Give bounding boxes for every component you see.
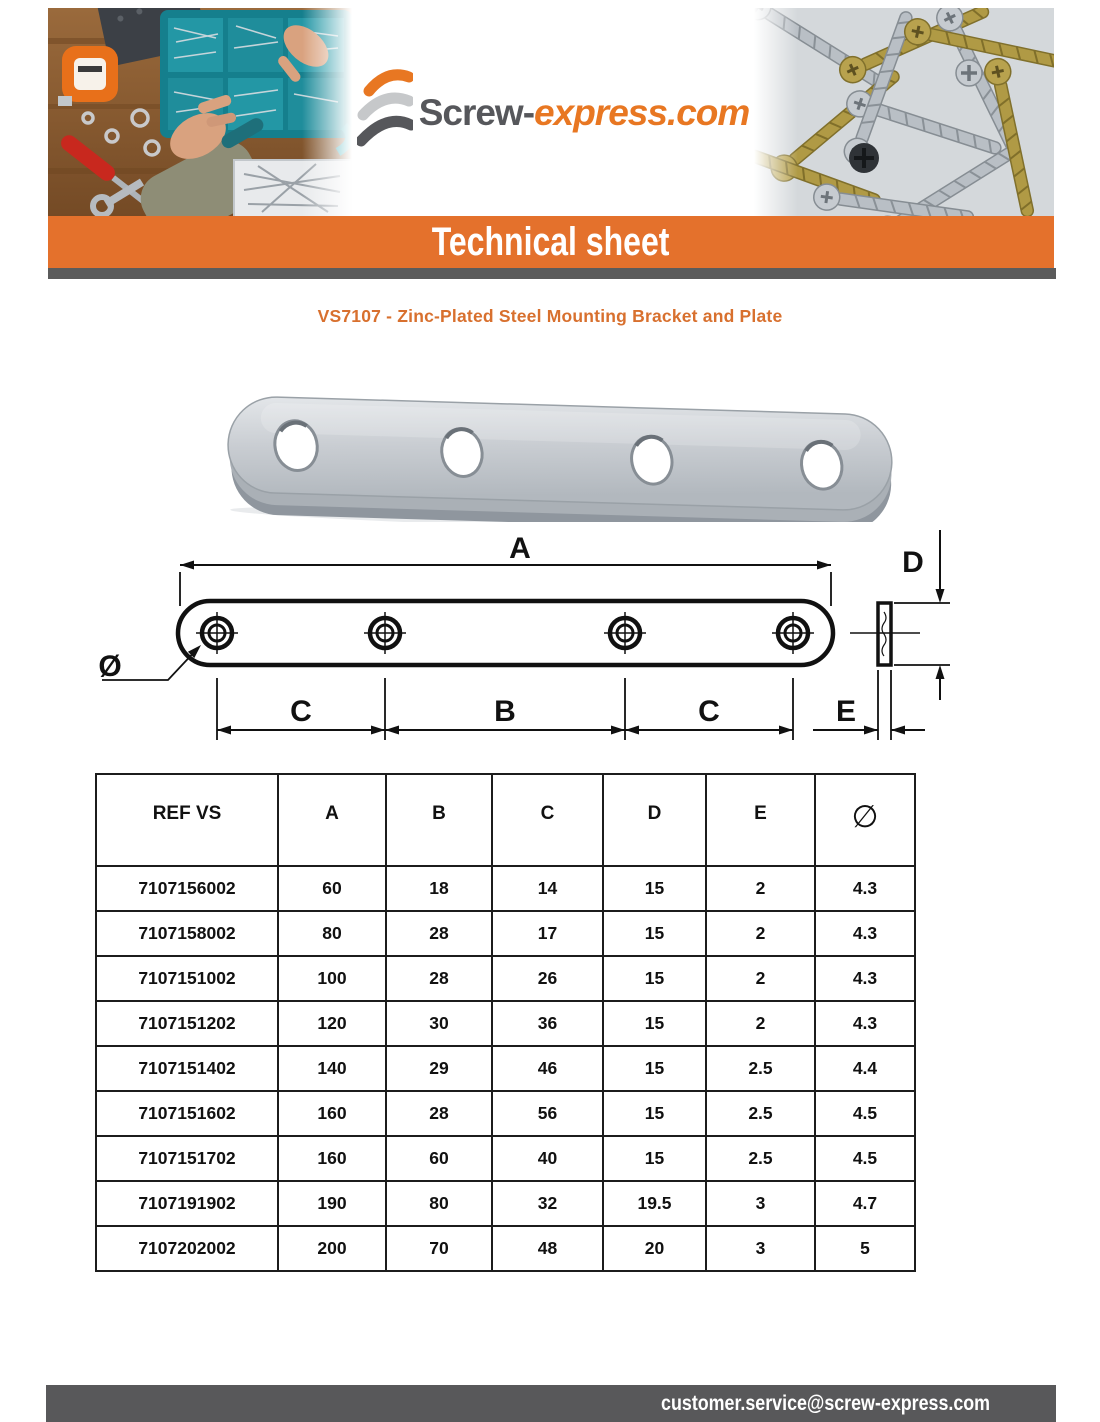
spec-table-header bbox=[96, 774, 915, 866]
product-photo bbox=[200, 372, 920, 522]
value-cell: 40 bbox=[492, 1136, 603, 1181]
value-cell: 48 bbox=[492, 1226, 603, 1271]
dim-label-d: D bbox=[902, 546, 924, 579]
value-cell: 20 bbox=[603, 1226, 706, 1271]
table-row bbox=[96, 1181, 915, 1226]
logo-swoosh-icon bbox=[357, 65, 413, 161]
dim-label-diameter: Ø bbox=[98, 650, 122, 683]
value-cell: 2 bbox=[706, 866, 815, 911]
logo bbox=[352, 8, 754, 218]
page-title: VS7107 - Zinc-Plated Steel Mounting Bracket and Plate bbox=[317, 306, 783, 326]
screws-photo bbox=[754, 8, 1054, 218]
column-header-e: E bbox=[706, 774, 815, 866]
header bbox=[48, 8, 1054, 218]
value-cell: 5 bbox=[815, 1226, 915, 1271]
ref-cell: 7107158002 bbox=[96, 911, 278, 956]
value-cell: 28 bbox=[386, 1091, 492, 1136]
value-cell: 15 bbox=[603, 866, 706, 911]
footer-email: customer.service@screw-express.com bbox=[661, 1391, 990, 1415]
table-row bbox=[96, 1226, 915, 1271]
technical-drawing bbox=[80, 528, 970, 763]
value-cell: 2.5 bbox=[706, 1046, 815, 1091]
table-row bbox=[96, 866, 915, 911]
dim-label-a: A bbox=[509, 532, 531, 565]
value-cell: 2 bbox=[706, 1001, 815, 1046]
logo-text bbox=[419, 92, 750, 134]
tape-measure bbox=[58, 46, 118, 106]
value-cell: 100 bbox=[278, 956, 386, 1001]
banner-title: Technical sheet bbox=[432, 219, 670, 264]
column-header-d: D bbox=[603, 774, 706, 866]
value-cell: 60 bbox=[386, 1136, 492, 1181]
ref-cell: 7107156002 bbox=[96, 866, 278, 911]
table-row bbox=[96, 1001, 915, 1046]
value-cell: 28 bbox=[386, 911, 492, 956]
ref-cell: 7107151702 bbox=[96, 1136, 278, 1181]
value-cell: 3 bbox=[706, 1226, 815, 1271]
value-cell: 15 bbox=[603, 956, 706, 1001]
value-cell: 4.4 bbox=[815, 1046, 915, 1091]
value-cell: 36 bbox=[492, 1001, 603, 1046]
logo-text-suffix: express.com bbox=[534, 92, 750, 133]
value-cell: 15 bbox=[603, 1091, 706, 1136]
value-cell: 80 bbox=[278, 911, 386, 956]
value-cell: 14 bbox=[492, 866, 603, 911]
value-cell: 200 bbox=[278, 1226, 386, 1271]
value-cell: 80 bbox=[386, 1181, 492, 1226]
value-cell: 4.3 bbox=[815, 911, 915, 956]
value-cell: 120 bbox=[278, 1001, 386, 1046]
ref-cell: 7107151002 bbox=[96, 956, 278, 1001]
table-row bbox=[96, 911, 915, 956]
table-row bbox=[96, 1136, 915, 1181]
value-cell: 18 bbox=[386, 866, 492, 911]
dim-label-b: B bbox=[494, 695, 516, 728]
value-cell: 2 bbox=[706, 911, 815, 956]
value-cell: 4.3 bbox=[815, 956, 915, 1001]
value-cell: 160 bbox=[278, 1091, 386, 1136]
divider-strip bbox=[48, 268, 1056, 279]
table-row bbox=[96, 1091, 915, 1136]
value-cell: 56 bbox=[492, 1091, 603, 1136]
column-header-c: C bbox=[492, 774, 603, 866]
value-cell: 4.5 bbox=[815, 1136, 915, 1181]
value-cell: 28 bbox=[386, 956, 492, 1001]
ref-cell: 7107191902 bbox=[96, 1181, 278, 1226]
value-cell: 2.5 bbox=[706, 1091, 815, 1136]
value-cell: 15 bbox=[603, 911, 706, 956]
dim-label-c-right: C bbox=[698, 695, 720, 728]
value-cell: 4.3 bbox=[815, 866, 915, 911]
value-cell: 160 bbox=[278, 1136, 386, 1181]
workbench-photo bbox=[48, 8, 352, 218]
ref-cell: 7107202002 bbox=[96, 1226, 278, 1271]
ref-cell: 7107151202 bbox=[96, 1001, 278, 1046]
value-cell: 15 bbox=[603, 1136, 706, 1181]
value-cell: 32 bbox=[492, 1181, 603, 1226]
value-cell: 2.5 bbox=[706, 1136, 815, 1181]
value-cell: 17 bbox=[492, 911, 603, 956]
value-cell: 190 bbox=[278, 1181, 386, 1226]
value-cell: 30 bbox=[386, 1001, 492, 1046]
column-header-∅: ∅ bbox=[815, 774, 915, 866]
table-row bbox=[96, 956, 915, 1001]
value-cell: 15 bbox=[603, 1046, 706, 1091]
value-cell: 19.5 bbox=[603, 1181, 706, 1226]
value-cell: 60 bbox=[278, 866, 386, 911]
value-cell: 26 bbox=[492, 956, 603, 1001]
banner bbox=[48, 216, 1054, 268]
logo-text-prefix: Screw- bbox=[418, 92, 535, 133]
ref-cell: 7107151602 bbox=[96, 1091, 278, 1136]
value-cell: 70 bbox=[386, 1226, 492, 1271]
dim-label-e: E bbox=[835, 695, 857, 728]
footer bbox=[46, 1385, 1056, 1422]
column-header-ref: REF VS bbox=[96, 774, 278, 866]
value-cell: 15 bbox=[603, 1001, 706, 1046]
value-cell: 4.7 bbox=[815, 1181, 915, 1226]
plate-image bbox=[226, 396, 893, 522]
value-cell: 2 bbox=[706, 956, 815, 1001]
value-cell: 140 bbox=[278, 1046, 386, 1091]
value-cell: 29 bbox=[386, 1046, 492, 1091]
value-cell: 4.3 bbox=[815, 1001, 915, 1046]
spec-table bbox=[95, 773, 916, 1272]
column-header-b: B bbox=[386, 774, 492, 866]
dim-label-c-left: C bbox=[290, 695, 312, 728]
value-cell: 4.5 bbox=[815, 1091, 915, 1136]
table-row bbox=[96, 1046, 915, 1091]
value-cell: 3 bbox=[706, 1181, 815, 1226]
column-header-a: A bbox=[278, 774, 386, 866]
ref-cell: 7107151402 bbox=[96, 1046, 278, 1091]
value-cell: 46 bbox=[492, 1046, 603, 1091]
